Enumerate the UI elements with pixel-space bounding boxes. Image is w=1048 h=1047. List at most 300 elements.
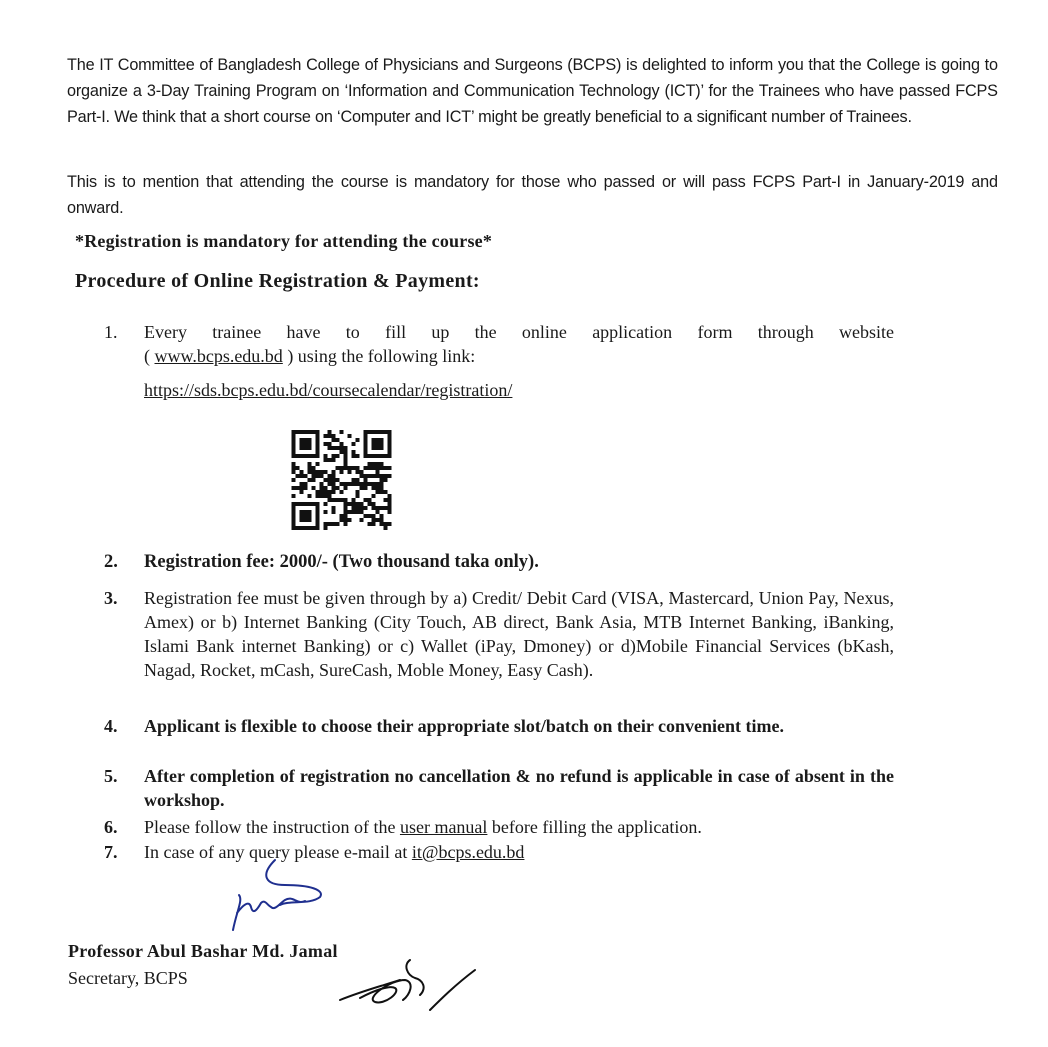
qr-module xyxy=(344,522,348,526)
qr-module xyxy=(364,446,368,450)
qr-module xyxy=(332,470,336,474)
qr-module xyxy=(292,434,296,438)
qr-module xyxy=(380,462,384,466)
qr-module xyxy=(380,478,384,482)
qr-module xyxy=(344,506,348,510)
qr-module xyxy=(376,454,380,458)
qr-module xyxy=(380,474,384,478)
qr-module xyxy=(296,526,300,530)
qr-module xyxy=(332,486,336,490)
qr-module xyxy=(328,494,332,498)
qr-module xyxy=(352,466,356,470)
qr-module xyxy=(348,466,352,470)
qr-module xyxy=(380,446,384,450)
intro-paragraph: The IT Committee of Bangladesh College of Physicians and Surgeons (BCPS) is delighted to inform you that the College is going to organize a 3-Day Training Program on ‘Information and Communication Technology (ICT)’ for the Trainees who have passed FCPS Part-I. We think that a short course on ‘Computer and ICT’ might be greatly beneficial to a significant number of Trainees. xyxy=(67,55,998,126)
qr-module xyxy=(300,470,304,474)
qr-module xyxy=(372,454,376,458)
qr-module xyxy=(292,470,296,474)
qr-module xyxy=(348,470,352,474)
qr-module xyxy=(316,522,320,526)
qr-module xyxy=(364,466,368,470)
qr-module xyxy=(372,502,376,506)
qr-module xyxy=(328,430,332,434)
qr-module xyxy=(388,446,392,450)
qr-module xyxy=(356,466,360,470)
qr-module xyxy=(352,510,356,514)
qr-module xyxy=(292,438,296,442)
qr-module xyxy=(316,442,320,446)
qr-module xyxy=(344,462,348,466)
item-number: 6. xyxy=(104,817,118,837)
qr-module xyxy=(324,478,328,482)
qr-module xyxy=(292,430,296,434)
qr-module xyxy=(344,498,348,502)
qr-module xyxy=(328,498,332,502)
qr-module xyxy=(296,466,300,470)
qr-module xyxy=(356,490,360,494)
qr-module xyxy=(376,474,380,478)
qr-module xyxy=(384,506,388,510)
qr-module xyxy=(316,490,320,494)
qr-module xyxy=(304,438,308,442)
qr-module xyxy=(344,466,348,470)
qr-module xyxy=(308,462,312,466)
qr-module xyxy=(300,474,304,478)
qr-module xyxy=(324,486,328,490)
qr-module xyxy=(308,454,312,458)
qr-module xyxy=(316,518,320,522)
qr-module xyxy=(352,442,356,446)
qr-module xyxy=(348,518,352,522)
qr-module xyxy=(364,434,368,438)
qr-module xyxy=(364,498,368,502)
qr-module xyxy=(388,442,392,446)
qr-module xyxy=(328,442,332,446)
qr-module xyxy=(372,466,376,470)
qr-module xyxy=(368,454,372,458)
qr-module xyxy=(336,446,340,450)
qr-module xyxy=(324,490,328,494)
qr-module xyxy=(300,482,304,486)
qr-module xyxy=(328,522,332,526)
qr-module xyxy=(300,442,304,446)
qr-module xyxy=(356,494,360,498)
qr-module xyxy=(360,474,364,478)
qr-module xyxy=(316,506,320,510)
qr-module xyxy=(372,522,376,526)
qr-module xyxy=(380,442,384,446)
qr-module xyxy=(336,522,340,526)
qr-module xyxy=(300,526,304,530)
qr-module xyxy=(316,446,320,450)
qr-module xyxy=(324,454,328,458)
qr-module xyxy=(300,430,304,434)
qr-module xyxy=(376,470,380,474)
qr-module xyxy=(360,470,364,474)
qr-module xyxy=(384,522,388,526)
qr-module xyxy=(328,434,332,438)
qr-module xyxy=(328,478,332,482)
qr-module xyxy=(300,486,304,490)
qr-module xyxy=(364,430,368,434)
qr-module xyxy=(388,474,392,478)
qr-module xyxy=(344,514,348,518)
qr-module xyxy=(332,478,336,482)
qr-module xyxy=(376,482,380,486)
qr-module xyxy=(292,462,296,466)
qr-module xyxy=(308,494,312,498)
qr-module xyxy=(320,490,324,494)
qr-module xyxy=(388,450,392,454)
website-link[interactable]: www.bcps.edu.bd xyxy=(154,346,283,366)
qr-module xyxy=(368,466,372,470)
qr-module xyxy=(304,446,308,450)
qr-module xyxy=(336,454,340,458)
qr-module xyxy=(356,510,360,514)
qr-module xyxy=(312,486,316,490)
qr-module xyxy=(316,438,320,442)
qr-module xyxy=(360,482,364,486)
qr-module xyxy=(384,490,388,494)
qr-module xyxy=(376,442,380,446)
qr-module xyxy=(292,518,296,522)
qr-module xyxy=(356,482,360,486)
qr-module xyxy=(344,446,348,450)
qr-module xyxy=(304,474,308,478)
qr-module xyxy=(320,494,324,498)
qr-module xyxy=(320,486,324,490)
qr-module xyxy=(352,450,356,454)
qr-module xyxy=(388,438,392,442)
item-number: 7. xyxy=(104,842,118,862)
qr-module xyxy=(364,482,368,486)
qr-module xyxy=(296,486,300,490)
qr-module xyxy=(376,510,380,514)
qr-module xyxy=(316,494,320,498)
qr-module xyxy=(352,454,356,458)
qr-module xyxy=(304,526,308,530)
qr-module xyxy=(352,482,356,486)
qr-module xyxy=(300,438,304,442)
qr-module xyxy=(292,454,296,458)
qr-module xyxy=(292,486,296,490)
qr-module xyxy=(376,462,380,466)
qr-module xyxy=(324,470,328,474)
qr-module xyxy=(312,478,316,482)
qr-module xyxy=(368,522,372,526)
qr-module xyxy=(388,434,392,438)
qr-module xyxy=(388,498,392,502)
qr-module xyxy=(372,446,376,450)
qr-module xyxy=(356,470,360,474)
qr-module xyxy=(300,502,304,506)
qr-module xyxy=(368,474,372,478)
qr-module xyxy=(352,506,356,510)
qr-module xyxy=(372,506,376,510)
qr-module xyxy=(364,450,368,454)
qr-module xyxy=(376,430,380,434)
qr-code-icon[interactable] xyxy=(289,430,394,530)
qr-module xyxy=(344,486,348,490)
qr-module xyxy=(364,506,368,510)
qr-module xyxy=(316,462,320,466)
qr-module xyxy=(300,514,304,518)
qr-module xyxy=(356,502,360,506)
qr-module xyxy=(380,430,384,434)
qr-module xyxy=(324,522,328,526)
user-manual-link[interactable]: user manual xyxy=(399,817,488,837)
qr-module xyxy=(344,458,348,462)
qr-module xyxy=(312,430,316,434)
qr-module xyxy=(340,490,344,494)
procedure-heading: Procedure of Online Registration & Payment: xyxy=(75,270,480,292)
qr-module xyxy=(356,478,360,482)
qr-module xyxy=(332,438,336,442)
qr-module xyxy=(372,482,376,486)
qr-module xyxy=(308,510,312,514)
qr-module xyxy=(312,474,316,478)
qr-module xyxy=(316,474,320,478)
qr-module xyxy=(308,514,312,518)
qr-module xyxy=(316,434,320,438)
qr-module xyxy=(380,506,384,510)
qr-module xyxy=(324,434,328,438)
item-number: 3. xyxy=(104,588,118,608)
qr-module xyxy=(320,470,324,474)
qr-module xyxy=(372,514,376,518)
qr-module xyxy=(372,518,376,522)
qr-module xyxy=(344,502,348,506)
qr-module xyxy=(364,514,368,518)
qr-module xyxy=(328,490,332,494)
qr-module xyxy=(372,494,376,498)
qr-module xyxy=(388,510,392,514)
registration-link[interactable]: https://sds.bcps.edu.bd/coursecalendar/registration/ xyxy=(144,380,513,400)
qr-module xyxy=(372,462,376,466)
qr-module xyxy=(348,434,352,438)
qr-module xyxy=(300,510,304,514)
qr-module xyxy=(336,438,340,442)
qr-module xyxy=(304,482,308,486)
qr-module xyxy=(360,502,364,506)
qr-module xyxy=(292,522,296,526)
qr-module xyxy=(292,506,296,510)
qr-module xyxy=(364,442,368,446)
qr-module xyxy=(356,438,360,442)
qr-module xyxy=(324,510,328,514)
qr-module xyxy=(332,454,336,458)
qr-module xyxy=(304,486,308,490)
qr-module xyxy=(380,438,384,442)
qr-module xyxy=(292,526,296,530)
qr-module xyxy=(312,466,316,470)
signature-blue-icon xyxy=(225,855,335,935)
item-number: 1. xyxy=(104,322,118,342)
item-text: Applicant is flexible to choose their appropriate slot/batch on their convenient time. xyxy=(144,716,784,736)
qr-module xyxy=(328,458,332,462)
qr-module xyxy=(364,438,368,442)
qr-module xyxy=(308,526,312,530)
qr-module xyxy=(364,474,368,478)
qr-module xyxy=(380,518,384,522)
qr-module xyxy=(372,430,376,434)
qr-module xyxy=(316,450,320,454)
qr-module xyxy=(388,506,392,510)
qr-module xyxy=(332,434,336,438)
qr-module xyxy=(324,502,328,506)
qr-module xyxy=(304,514,308,518)
qr-module xyxy=(380,466,384,470)
qr-module xyxy=(308,438,312,442)
qr-module xyxy=(308,466,312,470)
qr-module xyxy=(372,474,376,478)
qr-module xyxy=(372,486,376,490)
qr-module xyxy=(324,458,328,462)
email-link[interactable]: it@bcps.edu.bd xyxy=(411,842,525,862)
qr-module xyxy=(316,514,320,518)
qr-module xyxy=(332,506,336,510)
item-text: Registration fee must be given through by a) Credit/ Debit Card (VISA, Mastercard, Union Pay, Nexus, Amex) or b) Internet Banking (City Touch, AB direct, Bank Asia, MTB Internet Banking, iBanking, Islami Bank internet Banking) or c) Wallet (iPay, Dmoney) or d)Mobile Financial Services (bKash, Nagad, Rocket, mCash, SureCash, Moble Money, Easy Cash). xyxy=(144,588,894,680)
qr-module xyxy=(292,442,296,446)
qr-module xyxy=(316,510,320,514)
qr-module xyxy=(312,454,316,458)
qr-module xyxy=(340,450,344,454)
qr-module xyxy=(368,462,372,466)
qr-module xyxy=(316,430,320,434)
item-number: 5. xyxy=(104,766,118,786)
qr-module xyxy=(384,478,388,482)
qr-module xyxy=(364,486,368,490)
mandatory-paragraph: This is to mention that attending the course is mandatory for those who passed or will pass FCPS Part-I in January-2019 and onward. xyxy=(67,172,998,217)
qr-module xyxy=(384,526,388,530)
qr-module xyxy=(368,482,372,486)
qr-module xyxy=(332,482,336,486)
item-number: 4. xyxy=(104,716,118,736)
qr-module xyxy=(380,490,384,494)
qr-module xyxy=(376,438,380,442)
qr-module xyxy=(352,498,356,502)
qr-module xyxy=(300,490,304,494)
qr-module xyxy=(308,442,312,446)
qr-module xyxy=(364,478,368,482)
item-text: In case of any query please e-mail at xyxy=(144,842,412,862)
qr-module xyxy=(368,502,372,506)
qr-module xyxy=(304,518,308,522)
item-text-after: ) using the following link: xyxy=(282,346,476,366)
signatory-name: Professor Abul Bashar Md. Jamal xyxy=(68,941,338,961)
qr-module xyxy=(332,490,336,494)
qr-module xyxy=(336,466,340,470)
qr-module xyxy=(316,502,320,506)
item-number: 2. xyxy=(104,552,118,572)
qr-module xyxy=(388,522,392,526)
qr-module xyxy=(328,474,332,478)
qr-module xyxy=(304,442,308,446)
qr-module xyxy=(340,518,344,522)
qr-module xyxy=(352,478,356,482)
qr-module xyxy=(308,518,312,522)
item-text: Every trainee have to fill up the online application form through website xyxy=(144,322,894,342)
qr-module xyxy=(308,430,312,434)
qr-module xyxy=(376,506,380,510)
qr-module xyxy=(324,526,328,530)
paren-open: ( xyxy=(144,346,155,366)
qr-module xyxy=(292,450,296,454)
qr-module xyxy=(388,430,392,434)
qr-module xyxy=(388,502,392,506)
qr-module xyxy=(384,466,388,470)
qr-module xyxy=(304,430,308,434)
qr-module xyxy=(304,510,308,514)
qr-module xyxy=(340,482,344,486)
qr-module xyxy=(292,466,296,470)
qr-module xyxy=(304,502,308,506)
item-text-after: before filling the application. xyxy=(487,817,702,837)
qr-module xyxy=(340,498,344,502)
qr-module xyxy=(332,510,336,514)
qr-module xyxy=(308,446,312,450)
qr-module xyxy=(380,482,384,486)
qr-module xyxy=(376,486,380,490)
qr-module xyxy=(372,442,376,446)
qr-module xyxy=(348,502,352,506)
qr-module xyxy=(336,498,340,502)
qr-module xyxy=(388,454,392,458)
qr-module xyxy=(296,430,300,434)
qr-module xyxy=(344,482,348,486)
qr-module xyxy=(312,502,316,506)
qr-module xyxy=(372,438,376,442)
qr-module xyxy=(356,506,360,510)
qr-module xyxy=(344,518,348,522)
qr-module xyxy=(384,474,388,478)
qr-module xyxy=(324,442,328,446)
qr-module xyxy=(384,498,388,502)
qr-module xyxy=(368,498,372,502)
qr-module xyxy=(348,482,352,486)
qr-module xyxy=(380,486,384,490)
qr-module xyxy=(332,458,336,462)
qr-module xyxy=(296,502,300,506)
qr-module xyxy=(344,450,348,454)
qr-module xyxy=(360,486,364,490)
qr-module xyxy=(340,446,344,450)
qr-module xyxy=(388,494,392,498)
qr-module xyxy=(380,514,384,518)
qr-module xyxy=(320,474,324,478)
qr-module xyxy=(388,466,392,470)
qr-module xyxy=(312,470,316,474)
qr-module xyxy=(332,474,336,478)
qr-module xyxy=(376,466,380,470)
qr-module xyxy=(300,454,304,458)
qr-module xyxy=(296,474,300,478)
qr-module xyxy=(340,430,344,434)
qr-module xyxy=(376,446,380,450)
qr-module xyxy=(360,518,364,522)
qr-module xyxy=(292,510,296,514)
item-text: Registration fee: 2000/- (Two thousand taka only). xyxy=(144,552,539,572)
qr-module xyxy=(300,446,304,450)
qr-module xyxy=(292,478,296,482)
qr-module xyxy=(328,482,332,486)
signature-black-icon xyxy=(335,950,485,1015)
qr-module xyxy=(376,518,380,522)
qr-module xyxy=(340,470,344,474)
qr-module xyxy=(384,430,388,434)
qr-module xyxy=(384,454,388,458)
qr-module xyxy=(352,502,356,506)
